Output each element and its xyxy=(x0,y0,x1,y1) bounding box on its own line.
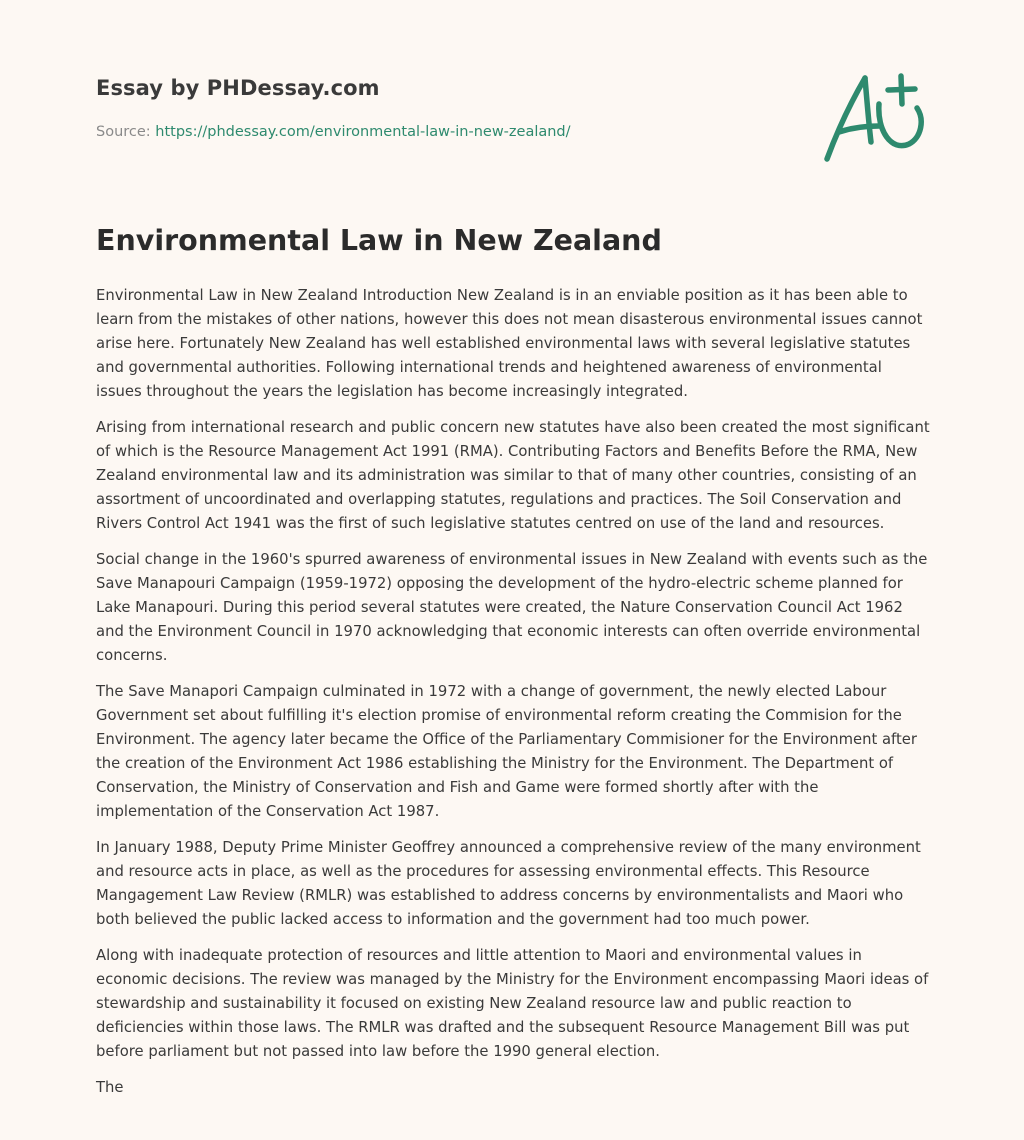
essay-paragraph: The Save Manapori Campaign culminated in 1972 with a change of government, the newly elected Labour Government set about fulfilling it's election promise of environmental reform creating the Commision for the Environment. The agency later became the Office of the Parliamentary Commisioner for the Environment after the creation of the Environment Act 1986 establishing the Ministry for the Environment. The Department of Conservation, the Ministry of Conservation and Fish and Game were formed shortly after with the implementation of the Conservation Act 1987. xyxy=(96,683,917,820)
essay-paragraph: Social change in the 1960's spurred awareness of environmental issues in New Zealand with events such as the Save Manapouri Campaign (1959-1972) opposing the development of the hydro-electric scheme planned for Lake Manapouri. During this period several statutes were created, the Nature Conservation Council Act 1962 and the Environment Council in 1970 acknowledging that economic interests can often override environmental concerns. xyxy=(96,551,928,664)
essay-page xyxy=(96,0,930,1096)
essay-paragraph: Environmental Law in New Zealand Introduction New Zealand is in an enviable position as it has been able to learn from the mistakes of other nations, however this does not mean disasterous environmental issues cannot arise here. Fortunately New Zealand has well established environmental laws with several legislative statutes and governmental authorities. Following international trends and heightened awareness of environmental issues throughout the years the legislation has become increasingly integrated. xyxy=(96,287,923,400)
source-line xyxy=(96,124,571,140)
essay-paragraph: In January 1988, Deputy Prime Minister Geoffrey announced a comprehensive review of the many environment and resource acts in place, as well as the procedures for assessing environmental effects. This Resource Mangagement Law Review (RMLR) was established to address concerns by environmentalists and Maori who both believed the public lacked access to information and the government had too much power. xyxy=(96,839,921,928)
essay-paragraph: Arising from international research and public concern new statutes have also been created the most significant of which is the Resource Management Act 1991 (RMA). Contributing Factors and Benefits Before the RMA, New Zealand environmental law and its administration was similar to that of many other countries, consisting of an assortment of uncoordinated and overlapping statutes, regulations and practices. The Soil Conservation and Rivers Control Act 1941 was the first of such legislative statutes centred on use of the land and resources. xyxy=(96,419,930,532)
essay-paragraph: Along with inadequate protection of resources and little attention to Maori and environmental values in economic decisions. The review was managed by the Ministry for the Environment encompassing Maori ideas of stewardship and sustainability it focused on existing New Zealand resource law and public reaction to deficiencies within those laws. The RMLR was drafted and the subsequent Resource Management Bill was put before parliament but not passed into law before the 1990 general election. xyxy=(96,947,929,1060)
page-header xyxy=(96,0,930,180)
source-link[interactable]: https://phdessay.com/environmental-law-in-new-zealand/ xyxy=(155,124,571,140)
essay-paragraph: The xyxy=(96,1079,124,1096)
a-plus-logo-icon xyxy=(821,68,926,166)
essay-title: Environmental Law in New Zealand xyxy=(96,224,662,257)
source-label: Source: xyxy=(96,124,156,140)
essay-body xyxy=(96,284,930,1112)
site-title: Essay by PHDessay.com xyxy=(96,76,380,100)
